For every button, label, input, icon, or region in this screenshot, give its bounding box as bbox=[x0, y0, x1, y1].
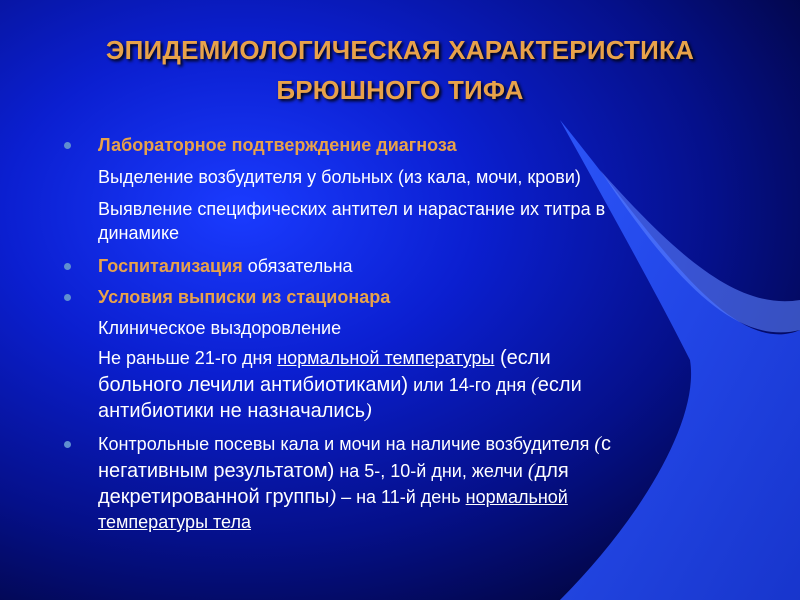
bullet-dot bbox=[64, 441, 71, 448]
discharge-text-a: Не раньше 21-го дня bbox=[98, 348, 278, 368]
lab-sub-2-line-1 bbox=[68, 197, 728, 221]
title-line-1: ЭПИДЕМИОЛОГИЧЕСКАЯ ХАРАКТЕРИСТИКА bbox=[105, 35, 695, 65]
cultures-text-3a: декретированной группы bbox=[98, 486, 330, 508]
discharge-sub-1-text: Клиническое выздоровление bbox=[98, 318, 342, 338]
cultures-text-1b: ( bbox=[594, 433, 601, 455]
discharge-sub-2-line-3 bbox=[68, 398, 728, 432]
cultures-text-2c: ( bbox=[527, 460, 535, 482]
discharge-text-b: нормальной температуры bbox=[277, 348, 495, 368]
discharge-text-i: ) bbox=[365, 400, 372, 422]
cultures-text-1c: с bbox=[601, 433, 611, 455]
bullet-dot bbox=[64, 294, 71, 301]
lab-sub-2-text-2: динамике bbox=[98, 223, 180, 243]
cultures-text-3d: нормальной bbox=[465, 487, 568, 507]
discharge-text-f: ( bbox=[531, 374, 538, 396]
discharge-text-d: больного лечили антибиотиками) bbox=[98, 374, 409, 396]
cultures-text-2d: для bbox=[534, 460, 569, 482]
bullet-dot bbox=[64, 263, 71, 270]
cultures-text-1a: Контрольные посевы кала и мочи на наличие возбудителя bbox=[98, 434, 595, 454]
lab-sub-2-line-2 bbox=[68, 221, 728, 254]
cultures-text-3c: – на 11-й день bbox=[336, 487, 466, 507]
bullet-discharge bbox=[68, 285, 728, 316]
discharge-heading: Условия выписки из стационара bbox=[98, 287, 391, 307]
slide-content bbox=[68, 133, 728, 534]
discharge-text-g: если bbox=[537, 374, 582, 396]
lab-sub-1-text: Выделение возбудителя у больных (из кала, мочи, крови) bbox=[98, 167, 581, 187]
bullet-hosp bbox=[68, 254, 728, 285]
cultures-line-3 bbox=[68, 484, 728, 510]
cultures-line-2 bbox=[68, 458, 728, 484]
discharge-text-e: или 14-го дня bbox=[408, 375, 532, 395]
slide-title bbox=[0, 30, 800, 110]
discharge-text-h: антибиотики не назначались bbox=[98, 400, 365, 422]
lab-sub-2-text-1: Выявление специфических антител и нарастание их титра в bbox=[98, 199, 606, 219]
hosp-heading: Госпитализация bbox=[98, 256, 243, 276]
cultures-text-3b: ) bbox=[329, 486, 337, 508]
discharge-sub-1 bbox=[68, 316, 728, 346]
bullet-lab bbox=[68, 133, 728, 165]
discharge-sub-2-line-2 bbox=[68, 372, 728, 398]
bullet-cultures bbox=[68, 432, 728, 458]
cultures-text-2b: на 5-, 10-й дни, желчи bbox=[334, 461, 528, 481]
cultures-text-4a: температуры тела bbox=[98, 512, 251, 532]
lab-sub-1 bbox=[68, 165, 728, 197]
title-line-2: БРЮШНОГО ТИФА bbox=[276, 75, 524, 105]
bullet-dot bbox=[64, 142, 71, 149]
cultures-line-4 bbox=[68, 510, 728, 534]
discharge-text-c: (если bbox=[494, 347, 551, 369]
hosp-rest: обязательна bbox=[242, 256, 353, 276]
lab-heading: Лабораторное подтверждение диагноза bbox=[98, 135, 457, 155]
discharge-sub-2-line-1 bbox=[68, 346, 728, 372]
cultures-text-2a: негативным результатом) bbox=[98, 460, 335, 482]
